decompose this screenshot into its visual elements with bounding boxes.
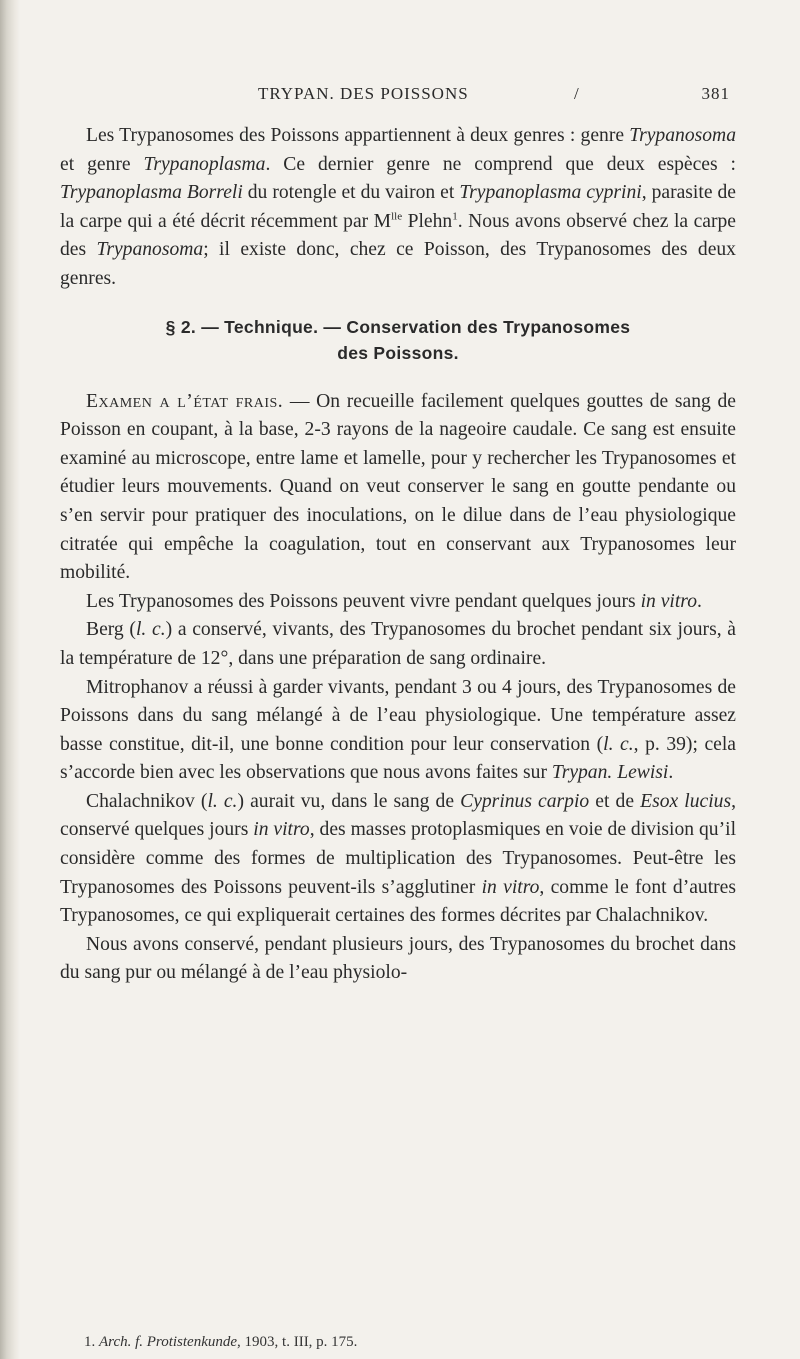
text-run: Nous avons conservé, pendant plusieurs jours, des Trypanosomes du brochet dans du sang pur ou mélangé à de l’eau physiolo-	[60, 933, 736, 984]
footnote-ref: 1	[452, 210, 458, 223]
species-name: Esox lucius	[640, 790, 732, 812]
latin-term: in vitro	[481, 876, 540, 898]
body-text	[60, 122, 736, 988]
footnote-number: 1.	[84, 1334, 96, 1350]
section-heading-line-2: des Poissons.	[337, 342, 459, 363]
paragraph-fresh-exam	[60, 388, 736, 588]
text-run: , comme le font d’autres Trypanosomes, ce qui expliquerait certaines des formes décrites par Chalachnikov.	[60, 876, 736, 927]
text-run: Chalachnikov (	[86, 790, 208, 812]
text-run: , p. 39); cela s’accorde bien avec les observations que nous avons faites sur	[60, 733, 736, 784]
text-run: Plehn	[402, 210, 453, 232]
paragraph-mitrophanov	[60, 674, 736, 788]
text-run: Les Trypanosomes des Poissons peuvent vivre pendant quelques jours	[86, 590, 641, 612]
paragraph-chalachnikov	[60, 788, 736, 931]
running-head-title: TRYPAN. DES POISSONS	[258, 84, 469, 103]
page-number: 381	[701, 84, 730, 103]
section-heading	[60, 314, 736, 366]
citation: l. c.	[207, 790, 238, 812]
text-run: .	[668, 762, 674, 784]
text-run: du rotengle et du vairon et	[242, 182, 460, 204]
text-run: et genre	[60, 153, 144, 175]
species-name: Trypanoplasma cyprini	[459, 182, 642, 204]
journal-title: Arch. f. Protistenkunde	[99, 1334, 238, 1350]
species-name: Cyprinus carpio	[460, 790, 590, 812]
text-run: ; il existe donc, chez ce Poisson, des Trypanosomes des deux genres.	[60, 239, 736, 289]
text-run: Mitrophanov a réussi à garder vivants, pendant 3 ou 4 jours, des Trypanosomes de Poissons dans du sang mélangé à de l’eau physiologique. Une température assez basse constitue, dit-il, une bonne condition pour leur conservation (	[60, 676, 736, 755]
text-run: , parasite de la carpe qui a été décrit récemment par M	[60, 182, 736, 232]
latin-term: in vitro	[640, 590, 697, 612]
text-run: , des masses protoplasmiques en voie de division qu’il considère comme des formes de multiplication des Trypanosomes. Peut-être les Trypanosomes des Poissons peuvent-ils s’agglutiner	[60, 819, 737, 898]
page-binding-edge	[0, 0, 20, 1359]
genus-name: Trypanosoma	[96, 239, 204, 261]
paragraph-lead: Examen a l’état frais.	[86, 390, 284, 412]
text-run: . Nous avons observé chez la carpe des	[60, 210, 737, 261]
paragraph-brochet	[60, 931, 736, 988]
running-head-mark: /	[574, 84, 580, 103]
citation: l. c.	[603, 733, 634, 755]
running-head	[60, 84, 736, 110]
paragraph-genres	[60, 122, 736, 294]
footnote	[84, 1334, 357, 1351]
page-content	[60, 84, 736, 988]
superscript: lle	[391, 210, 403, 223]
text-run: — On recueille facilement quelques gouttes de sang de Poisson en coupant, à la base, 2-3 rayons de la nageoire caudale. Ce sang est ensuite examiné au microscope, entre lame et lamelle, pour y rechercher les Trypanosomes et étudier leurs mouvements. Quand on veut conserver le sang en goutte pendante ou s’en servir pour pratiquer des inoculations, on le dilue dans de l’eau physiologique citratée qui empêche la coagulation, tout en conservant aux Trypanosomes leur mobilité.	[60, 390, 736, 584]
text-run: . Ce dernier genre ne comprend que deux espèces :	[265, 153, 736, 175]
text-run: ) aurait vu, dans le sang de	[237, 790, 461, 812]
latin-term: in vitro	[253, 819, 310, 841]
text-run: , conservé quelques jours	[60, 790, 736, 841]
paragraph-berg	[60, 616, 736, 673]
footnote-text: , 1903, t. III, p. 175.	[237, 1334, 358, 1350]
section-heading-line-1: § 2. — Technique. — Conservation des Trypanosomes	[165, 316, 631, 337]
species-name: Trypanoplasma Borreli	[60, 182, 243, 204]
text-run: Berg (	[86, 619, 136, 641]
text-run: Les Trypanosomes des Poissons appartiennent à deux genres : genre	[86, 125, 630, 146]
genus-name: Trypanoplasma	[143, 153, 266, 175]
genus-name: Trypanosoma	[629, 125, 736, 146]
paragraph-in-vitro	[60, 588, 736, 617]
text-run: ) a conservé, vivants, des Trypanosomes du brochet pendant six jours, à la température de 12°, dans une préparation de sang ordinaire.	[60, 619, 736, 669]
text-run: et de	[589, 790, 641, 812]
text-run: .	[697, 590, 702, 612]
citation: l. c.	[135, 619, 166, 641]
species-name: Trypan. Lewisi	[551, 762, 669, 784]
